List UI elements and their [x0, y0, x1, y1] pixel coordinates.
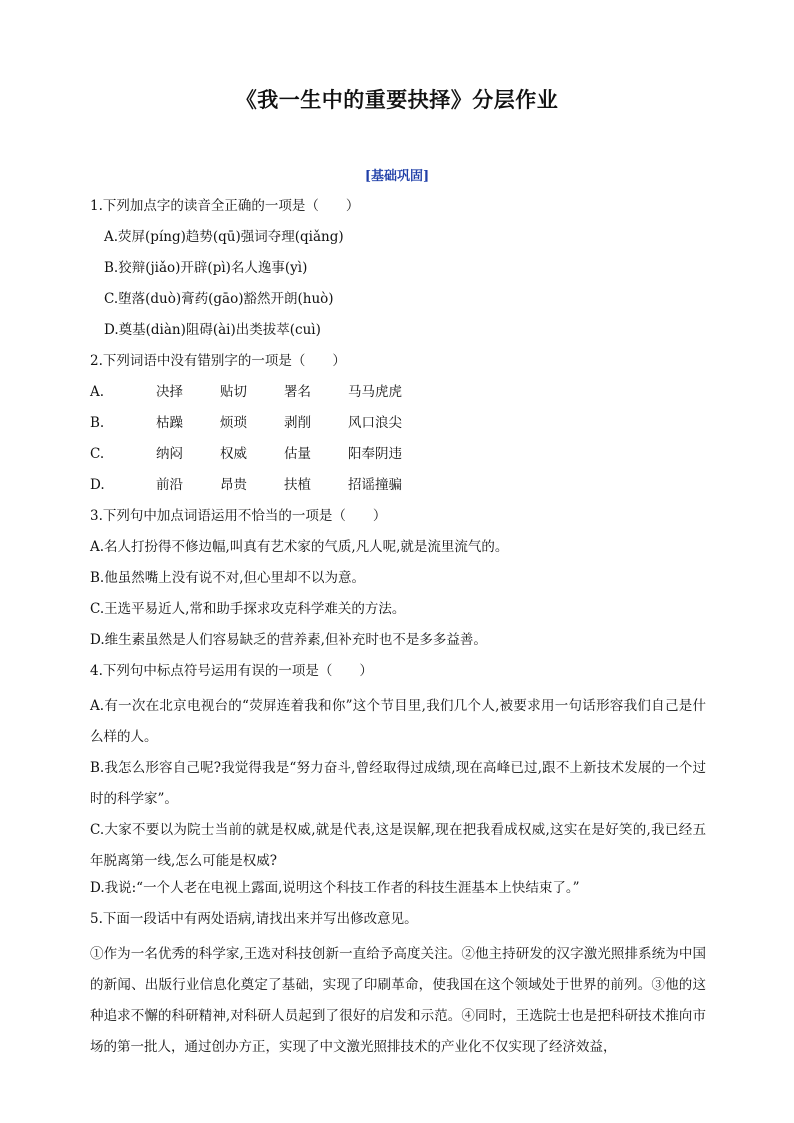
- question-3-option-d: D.维生素虽然是人们容易缺乏的营养素,但补充时也不是多多益善。: [90, 632, 487, 648]
- option-word: 前沿: [156, 477, 183, 493]
- question-3-option-a: A.名人打扮得不修边幅,叫真有艺术家的气质,凡人呢,就是流里流气的。: [90, 539, 509, 555]
- option-word: 决择: [156, 384, 183, 400]
- option-word: 招谣撞骗: [348, 477, 402, 493]
- page-title: 《我一生中的重要抉择》分层作业: [235, 87, 559, 112]
- question-5-stem: 5.下面一段话中有两处语病,请找出来并写出修改意见。: [90, 911, 418, 927]
- question-2-option-b: [90, 412, 706, 443]
- option-word: 马马虎虎: [348, 384, 402, 400]
- question-5-passage: ①作为一名优秀的科学家,王选对科技创新一直给予高度关注。②他主持研发的汉字激光照排系统为中国的新闻、出版行业信息化奠定了基础，实现了印刷革命，使我国在这个领域处于世界的前列。③他的这种追求不懈的科研精神,对科研人员起到了很好的启发和示范。④同时，王选院士也是把科研技术推向市场的第一批人，通过创办方正，实现了中文激光照排技术的产业化不仅实现了经济效益，: [90, 946, 706, 1055]
- question-2-option-a: [90, 381, 706, 412]
- question-1-option-c: C.堕落(duò)膏药(gāo)豁然开朗(huò): [104, 291, 334, 307]
- option-word: 阳奉阴违: [348, 446, 402, 462]
- option-word: 剥削: [284, 415, 311, 431]
- option-word: 权威: [220, 446, 247, 462]
- option-word: 风口浪尖: [348, 415, 402, 431]
- option-word: 扶植: [284, 477, 311, 493]
- section-heading: [基础巩固]: [364, 169, 430, 184]
- option-label: D.: [90, 477, 105, 493]
- question-2-stem: 2.下列词语中没有错别字的一项是（ ）: [90, 353, 346, 369]
- question-1-option-a: A.荧屏(píng)趋势(qū)强词夺理(qiǎng): [104, 229, 344, 245]
- question-1-option-b: B.狡辩(jiǎo)开辟(pì)名人逸事(yì): [104, 260, 308, 276]
- option-word: 枯躁: [156, 415, 183, 431]
- question-1-option-d: D.奠基(diàn)阻碍(ài)出类拔萃(cuì): [104, 322, 321, 338]
- question-4-option-b: B.我怎么形容自己呢?我觉得我是“努力奋斗,曾经取得过成绩,现在高峰已过,跟不上新技术发展的一个过时的科学家”。: [90, 760, 706, 807]
- option-label: C.: [90, 446, 105, 462]
- question-3-option-c: C.王选平易近人,常和助手探求攻克科学难关的方法。: [90, 601, 406, 617]
- option-word: 烦琐: [220, 415, 247, 431]
- option-word: 昂贵: [220, 477, 247, 493]
- question-list: [90, 195, 706, 1063]
- option-word: 署名: [284, 384, 311, 400]
- question-4-option-d: D.我说:“一个人老在电视上露面,说明这个科技工作者的科技生涯基本上快结束了。”: [90, 880, 580, 896]
- question-4-stem: 4.下列句中标点符号运用有误的一项是（ ）: [90, 663, 373, 679]
- question-4-option-c: C.大家不要以为院士当前的就是权威,就是代表,这是误解,现在把我看成权威,这实在是好笑的,我已经五年脱离第一线,怎么可能是权威?: [90, 822, 706, 869]
- option-label: A.: [90, 384, 105, 400]
- question-3-stem: 3.下列句中加点词语运用不恰当的一项是（ ）: [90, 508, 387, 524]
- question-2-option-c: [90, 443, 706, 474]
- question-4-option-a: A.有一次在北京电视台的“荧屏连着我和你”这个节目里,我们几个人,被要求用一句话形容我们自己是什么样的人。: [90, 698, 706, 745]
- option-word: 纳闷: [156, 446, 183, 462]
- option-word: 贴切: [220, 384, 247, 400]
- question-2-option-d: [90, 474, 706, 505]
- question-3-option-b: B.他虽然嘴上没有说不对,但心里却不以为意。: [90, 570, 366, 586]
- option-word: 估量: [284, 446, 311, 462]
- option-label: B.: [90, 415, 105, 431]
- question-1-stem: 1.下列加点字的读音全正确的一项是（ ）: [90, 198, 360, 214]
